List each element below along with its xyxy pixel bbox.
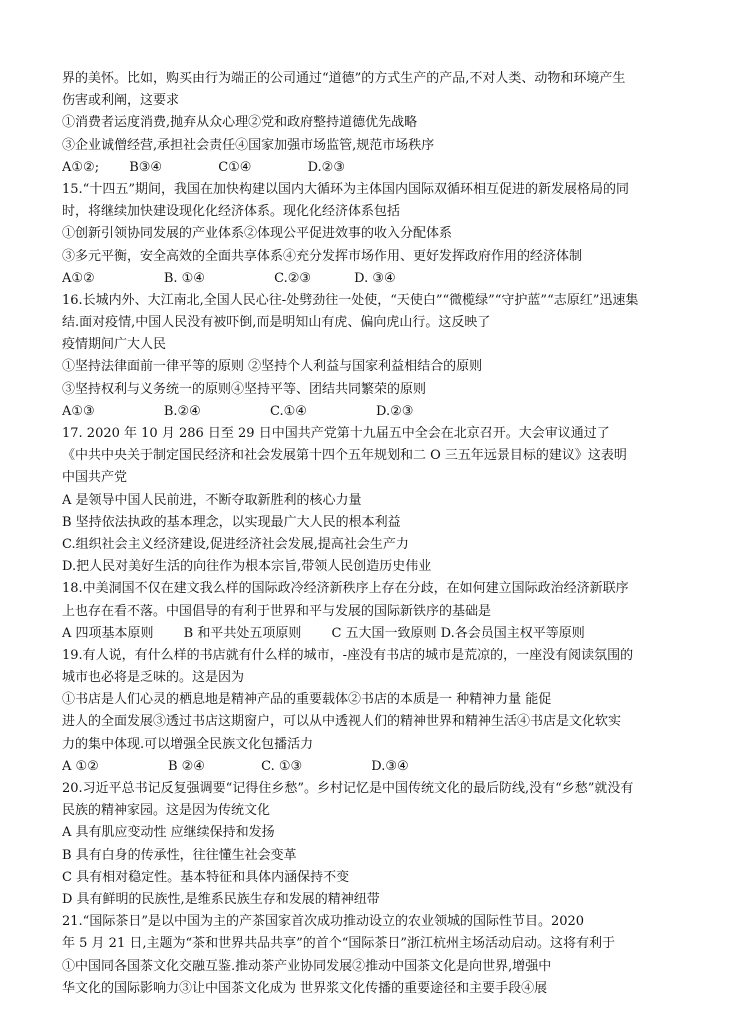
text-line: ③多元平衡，安全高效的全面共享体系④充分发挥市场作用、更好发挥政府作用的经济体制 (62, 248, 583, 264)
text-line: 力的集中体现.可以增强全民族文化包播活力 (62, 736, 314, 752)
text-line: A 是领导中国人民前进，不断夺取新胜利的核心力量 (62, 492, 362, 508)
text-line: ③企业诚僧经营,承担社会责任④国家加强市场监管,规范市场秩序 (62, 137, 435, 153)
text-line: ①中国同各国茶文化交融互鉴.推动茶产业协同发展②推动中国茶文化是向世界,增强中 (62, 958, 552, 974)
text-line: B 坚持依法执政的基本理念，以实现最广大人民的根本利益 (62, 514, 401, 530)
text-line: 《中共中央关于制定国民经济和社会发展第十四个五年规划和二 O 三五年远景目标的建议》这表明 (62, 448, 627, 464)
text-line: D 具有鲜明的民族性,是维系民族生存和发展的精神纽带 (62, 891, 380, 907)
text-line: 城市也必将是乏味的。这是因为 (62, 670, 245, 686)
text-line: ③坚持权利与义务统一的原则④坚持平等、团结共同繁荣的原则 (62, 381, 427, 397)
text-line: B 具有白身的传承性，往往懂生社会变革 (62, 847, 297, 863)
text-line: 上也存在看不落。中国倡导的有利于世界和平与发展的国际新铁序的基础是 (62, 603, 492, 619)
text-line: ①创新引领协同发展的产业体系②体现公平促进效事的收入分配体系 (62, 226, 453, 242)
text-line: C 具有相对稳定性。基本特征和具体内涵保持不变 (62, 869, 350, 885)
text-line: 18.中美洞国不仅在建文我么样的国际政冷经济新秩序上存在分歧，在如何建立国际政治经济新联序 (62, 581, 629, 597)
text-line: ①消费者运度消费,抛弃从众心理②党和政府整持道德优先战略 (62, 115, 418, 131)
text-line: 17. 2020 年 10 月 286 日至 29 日中国共产党第十九届五中全会在北京召开。大会审议通过了 (62, 426, 610, 441)
text-line: A 具有肌应变动性 应继续保持和发扬 (62, 825, 275, 841)
text-line: 16.长城内外、大江南北,全国人民心往-处劈劲往一处使，“天使白”“微榄绿”“守护蓝”“志原红”迅速集 (62, 292, 639, 308)
text-line: 界的美怀。比如，购买由行为端正的公司通过“道德”的方式生产的产品,不对人类、动物和环境产生 (62, 71, 626, 86)
text-line: 19.有人说，有什么样的书店就有什么样的城市，-座没有书店的城市是荒凉的，一座没有阅读氛围的 (62, 647, 634, 663)
text-line: ①坚持法律面前一律平等的原则 ②坚持个人利益与国家利益相结合的原则 (62, 359, 483, 375)
text-line: 伤害或利阐，这要求 (62, 93, 180, 109)
text-line: ①书店是人们心灵的栖息地是精神产品的重要载体②书店的本质是一 种精神力量 能促 (62, 692, 552, 708)
text-line: 年 5 月 21 日,主题为“茶和世界共品共享”的首个“国际茶日”浙江杭州主场活动启动。这将有利于 (62, 936, 616, 952)
text-line: 华文化的国际影响力③让中国茶文化成为 世界浆文化传播的重要途径和主要手段④展 (62, 980, 548, 996)
document-page (62, 68, 692, 1000)
text-line: 15.“十四五”期间，我国在加快构建以国内大循环为主体国内国际双循环相互促进的新发展格局的同 (62, 181, 629, 197)
text-line: 结.面对疫情,中国人民没有被吓倒,而是明知山有虎、偏向虎山行。这反映了 (62, 315, 491, 331)
text-line: 20.习近平总书记反复强调要“记得住乡愁”。乡村记忆是中国传统文化的最后防线,没有“乡愁”就没有 (62, 781, 634, 796)
text-line: C.组织社会主义经济建设,促进经济社会发展,提高社会生产力 (62, 536, 409, 552)
text-line: 疫情期间广大人民 (62, 337, 167, 353)
text-line: A①②; B③④ C①④ D.②③ (62, 159, 345, 175)
text-line: 民族的精神家园。这是因为传统文化 (62, 803, 271, 819)
text-line: A①② B. ①④ C.②③ D. ③④ (62, 270, 396, 286)
text-line: 21.“国际茶日”是以中国为主的产茶国家首次成功推动设立的农业领城的国际性节目。2020 (62, 914, 585, 930)
text-line: 进人的全面发展③透过书店这期窗户，可以从中透视人们的精神世界和精神生活④书店是文化软实 (62, 714, 622, 730)
text-line: 时，将继续加快建设现化化经济体系。现化化经济体系包括 (62, 204, 401, 220)
text-line: A ①② B ②④ C. ①③ D.③④ (62, 758, 409, 774)
text-line: A①③ B.②④ C.①④ D.②③ (62, 403, 414, 419)
text-line: A 四项基本原则 B 和平共处五项原则 C 五大国一致原则 D.各会员国主权平等原则 (62, 625, 585, 641)
text-line: 中国共产党 (62, 470, 128, 486)
text-line: D.把人民对美好生活的向往作为根本宗旨,带领人民创造历史伟业 (62, 559, 432, 575)
